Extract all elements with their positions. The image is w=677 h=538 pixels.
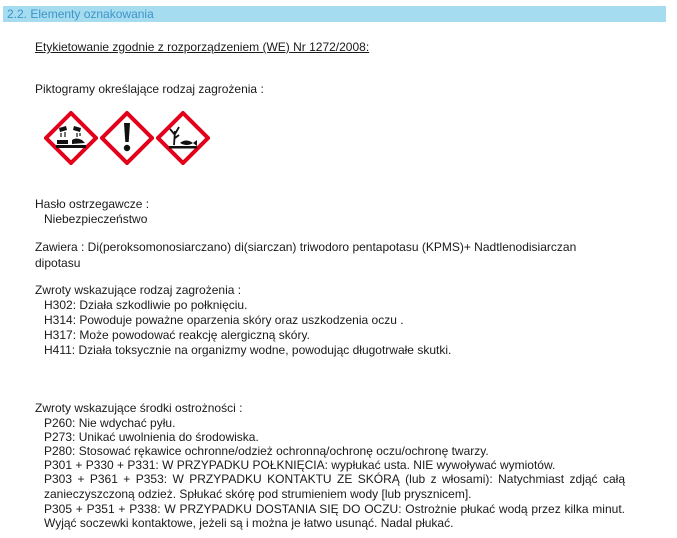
ghs09-environment-icon (156, 111, 210, 165)
section-header: 2.2. Elementy oznakowania (3, 6, 666, 22)
precaution-line: P280: Stosować rękawice ochronne/odzież ochronną/ochronę oczu/ochronę twarzy. (44, 444, 489, 458)
labelling-title: Etykietowanie zgodnie z rozporządzeniem (WE) Nr 1272/2008: (35, 40, 370, 54)
hazard-statement: H317: Może powodować reakcję alergiczną skóry. (44, 328, 310, 342)
ghs05-corrosion-icon (44, 111, 98, 165)
precaution-line: Wyjąć soczewki kontaktowe, jeżeli są i można je łatwo usunąć. Nadal płukać. (44, 516, 454, 530)
precaution-heading: Zwroty wskazujące środki ostrożności : (35, 401, 243, 415)
hazard-heading: Zwroty wskazujące rodzaj zagrożenia : (35, 283, 242, 297)
contains-line2: dipotasu (35, 256, 81, 270)
hazard-statement: H411: Działa toksycznie na organizmy wodne, powodując długotrwałe skutki. (44, 343, 452, 357)
precaution-line: P260: Nie wdychać pyłu. (44, 416, 176, 430)
precaution-line: P305 + P351 + P338: W PRZYPADKU DOSTANIA SIĘ DO OCZU: Ostrożnie płukać wodą przez kilka minut. (44, 502, 625, 516)
hazard-statement: H314: Powoduje poważne oparzenia skóry oraz uszkodzenia oczu . (44, 313, 404, 327)
signal-word-heading: Hasło ostrzegawcze : (35, 197, 150, 211)
pictograms-heading: Piktogramy określające rodzaj zagrożenia : (35, 82, 264, 96)
precaution-line: P301 + P330 + P331: W PRZYPADKU POŁKNIĘCIA: wypłukać usta. NIE wywoływać wymiotów. (44, 458, 556, 472)
hazard-statement: H302: Działa szkodliwie po połknięciu. (44, 298, 248, 312)
signal-word-value: Niebezpieczeństwo (44, 212, 148, 226)
precaution-line: zanieczyszczoną odzież. Spłukać skórę pod strumieniem wody [lub prysznicem]. (44, 487, 472, 501)
precaution-line: P303 + P361 + P353: W PRZYPADKU KONTAKTU ZE SKÓRĄ (lub z włosami): Natychmiast zdjąć całą (44, 472, 625, 486)
ghs07-exclamation-icon (100, 111, 154, 165)
contains-line1: Zawiera : Di(peroksomonosiarczano) di(siarczan) triwodoro pentapotasu (KPMS)+ Nadtlenodisiarczan (35, 240, 577, 254)
precaution-line: P273: Unikać uwolnienia do środowiska. (44, 430, 259, 444)
